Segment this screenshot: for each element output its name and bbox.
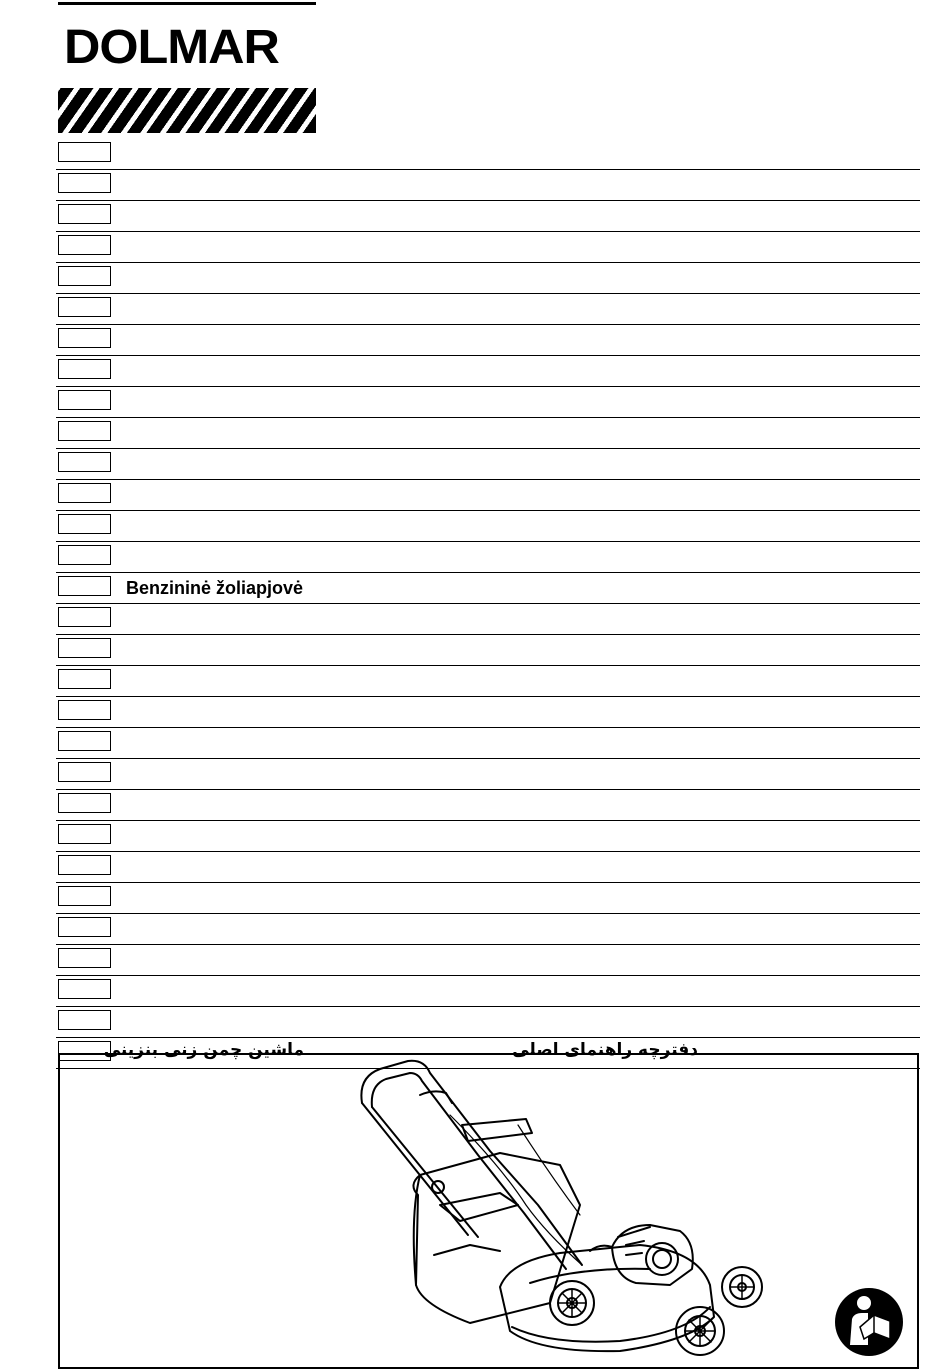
language-row (56, 821, 920, 852)
language-code-box (58, 421, 111, 441)
brand-logo: DOLMAR (64, 21, 279, 74)
language-code-box (58, 638, 111, 658)
persian-product-title: ماشین چمن زنی بنزینی (103, 1040, 304, 1060)
language-row (56, 263, 920, 294)
language-code-box (58, 762, 111, 782)
language-code-box (58, 793, 111, 813)
language-code-box (58, 235, 111, 255)
language-code-box (58, 545, 111, 565)
language-code-box (58, 669, 111, 689)
header-rule (58, 2, 316, 5)
language-code-box (58, 700, 111, 720)
language-row (56, 604, 920, 635)
persian-manual-title: دفترچه راهنمای اصلی (512, 1040, 698, 1060)
language-code-box (58, 979, 111, 999)
language-row (56, 232, 920, 263)
language-row (56, 666, 920, 697)
language-row (56, 139, 920, 170)
language-row (56, 573, 920, 604)
language-code-box (58, 297, 111, 317)
lawn-mower-illustration (350, 1055, 770, 1367)
language-list (56, 139, 920, 1069)
language-code-box (58, 204, 111, 224)
language-row (56, 945, 920, 976)
language-row (56, 418, 920, 449)
language-row (56, 852, 920, 883)
language-row (56, 697, 920, 728)
language-code-box (58, 731, 111, 751)
language-row (56, 759, 920, 790)
language-code-box (58, 142, 111, 162)
language-row (56, 914, 920, 945)
language-code-box (58, 514, 111, 534)
language-row (56, 511, 920, 542)
language-row (56, 1007, 920, 1038)
read-manual-icon (834, 1287, 904, 1357)
language-code-box (58, 607, 111, 627)
language-code-box (58, 483, 111, 503)
language-code-box (58, 390, 111, 410)
language-row (56, 976, 920, 1007)
language-code-box (58, 173, 111, 193)
language-code-box (58, 948, 111, 968)
language-code-box (58, 886, 111, 906)
language-code-box (58, 328, 111, 348)
language-row (56, 356, 920, 387)
language-row (56, 325, 920, 356)
language-row (56, 542, 920, 573)
language-row (56, 201, 920, 232)
language-row (56, 480, 920, 511)
language-code-box (58, 452, 111, 472)
language-row (56, 635, 920, 666)
language-row (56, 294, 920, 325)
language-code-box (58, 266, 111, 286)
language-row (56, 170, 920, 201)
language-row (56, 449, 920, 480)
language-row (56, 790, 920, 821)
language-code-box (58, 917, 111, 937)
language-code-box (58, 1010, 111, 1030)
language-row (56, 728, 920, 759)
language-code-box (58, 824, 111, 844)
language-code-box (58, 359, 111, 379)
brand-stripe-bar (58, 88, 316, 133)
language-code-box (58, 855, 111, 875)
language-code-box (58, 576, 111, 596)
row-title: Benzininė žoliapjovė (126, 578, 304, 598)
language-row (56, 387, 920, 418)
language-row (56, 883, 920, 914)
illustration-frame (58, 1053, 919, 1369)
